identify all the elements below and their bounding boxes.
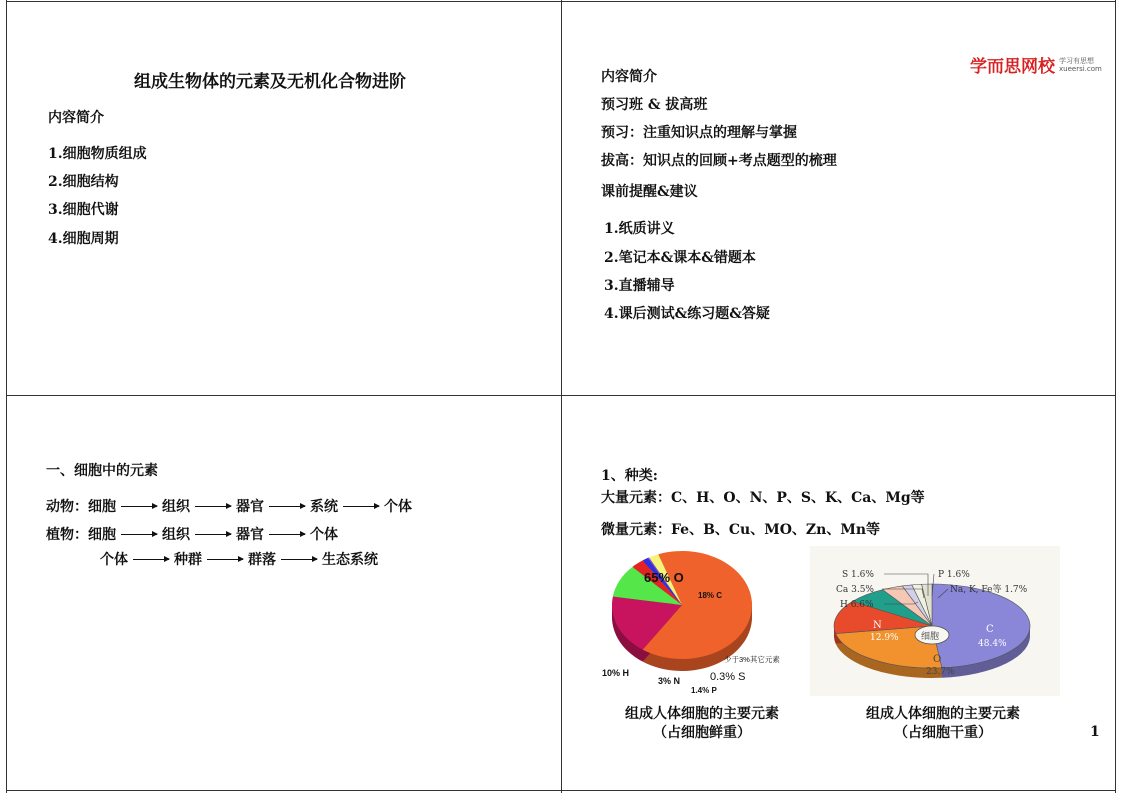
slide2-item: 1.纸质讲义 [604,221,675,237]
flow-step: 器官 [236,499,264,515]
slide1-item: 1.细胞物质组成 [48,146,147,162]
center-label: 细胞 [921,632,940,642]
arrow-icon [121,506,157,507]
flow-step: 组织 [162,527,190,543]
pie-slices [834,584,1030,668]
label-o: O [933,654,942,665]
dry-weight-pie-chart [810,546,1060,696]
caption-line: 组成人体细胞的主要元素 [625,706,779,722]
slide1-subtitle: 内容简介 [48,110,104,126]
flow-step: 个体 [310,527,338,543]
slide1-item: 4.细胞周期 [48,231,119,247]
label-c-value: 48.4% [978,639,1007,649]
slide3-heading: 一、细胞中的元素 [46,463,158,479]
label-N: 3% N [658,676,681,686]
label-C: 18% C [698,591,723,600]
center-divider [561,0,562,793]
arrow-icon [343,506,379,507]
plant-hierarchy-continued [100,549,378,569]
label-h: H 6.6% [840,600,874,610]
arrow-icon [133,559,169,560]
macro-elements: 大量元素：C、H、O、N、P、S、K、Ca、Mg等 [601,490,925,506]
flow-step: 个体 [100,552,128,568]
arrow-icon [121,534,157,535]
flow-step: 个体 [384,499,412,515]
flow-step: 细胞 [88,527,116,543]
label-P: 1.4% P [691,686,717,695]
slide1-item: 3.细胞代谢 [48,202,119,218]
slide2-heading: 内容简介 [601,69,657,85]
slide1-item: 2.细胞结构 [48,174,119,190]
label-p: P 1.6% [938,570,970,580]
flow-step: 种群 [174,552,202,568]
caption-line: （占细胞干重） [894,725,992,741]
arrow-icon [195,534,231,535]
fresh-weight-caption [612,705,792,743]
flow-step: 生态系统 [322,552,378,568]
animal-hierarchy [46,496,412,516]
flow-step: 器官 [236,527,264,543]
slide2-line: 拔高：知识点的回顾+考点题型的梳理 [601,153,837,169]
label-n: N [873,620,882,631]
micro-elements: 微量元素：Fe、B、Cu、MO、Zn、Mn等 [601,522,881,538]
flow-step: 组织 [162,499,190,515]
label-S: 0.3% S [710,671,746,683]
flow-step: 细胞 [88,499,116,515]
logo-text: 学而思网校 [970,57,1055,77]
caption-line: （占细胞鲜重） [653,725,751,741]
slide4-heading: 1、种类: [601,468,658,484]
label-O: 65% O [644,570,684,585]
pie-slices [612,551,752,659]
fresh-weight-pie-chart [600,540,800,700]
slide2-item: 3.直播辅导 [604,278,675,294]
arrow-icon [207,559,243,560]
caption-line: 组成人体细胞的主要元素 [866,706,1020,722]
label-o-value: 23.7% [926,667,955,677]
arrow-icon [195,506,231,507]
logo-tagline: 学习有思想 [1059,56,1094,65]
label-other: 少于3%其它元素 [724,655,780,664]
dry-weight-caption [853,705,1033,743]
flow-step: 系统 [310,499,338,515]
page-number: 1 [1090,724,1100,740]
arrow-icon [281,559,317,560]
label-other: Na, K, Fe等 1.7% [950,585,1028,595]
arrow-icon [269,534,305,535]
right-border [1115,0,1116,793]
label-s: S 1.6% [842,570,874,580]
slide1-title: 组成生物体的元素及无机化合物进阶 [134,72,406,92]
slide2-line: 预习：注重知识点的理解与掌握 [601,125,797,141]
label-c: C [986,624,994,635]
plant-label: 植物： [46,527,88,543]
logo-url: xueersi.com [1059,64,1102,73]
slide2-line: 课前提醒&建议 [601,184,698,200]
slide2-item: 2.笔记本&课本&错题本 [604,250,756,266]
left-border [6,0,7,793]
flow-step: 群落 [248,552,276,568]
animal-label: 动物： [46,499,88,515]
arrow-icon [269,506,305,507]
brand-logo [970,52,1102,77]
slide2-line: 预习班 & 拔高班 [601,97,708,113]
label-H: 10% H [602,668,630,678]
plant-hierarchy [46,524,338,544]
label-n-value: 12.9% [870,633,899,643]
slide2-item: 4.课后测试&练习题&答疑 [604,306,770,322]
label-ca: Ca 3.5% [836,585,874,595]
